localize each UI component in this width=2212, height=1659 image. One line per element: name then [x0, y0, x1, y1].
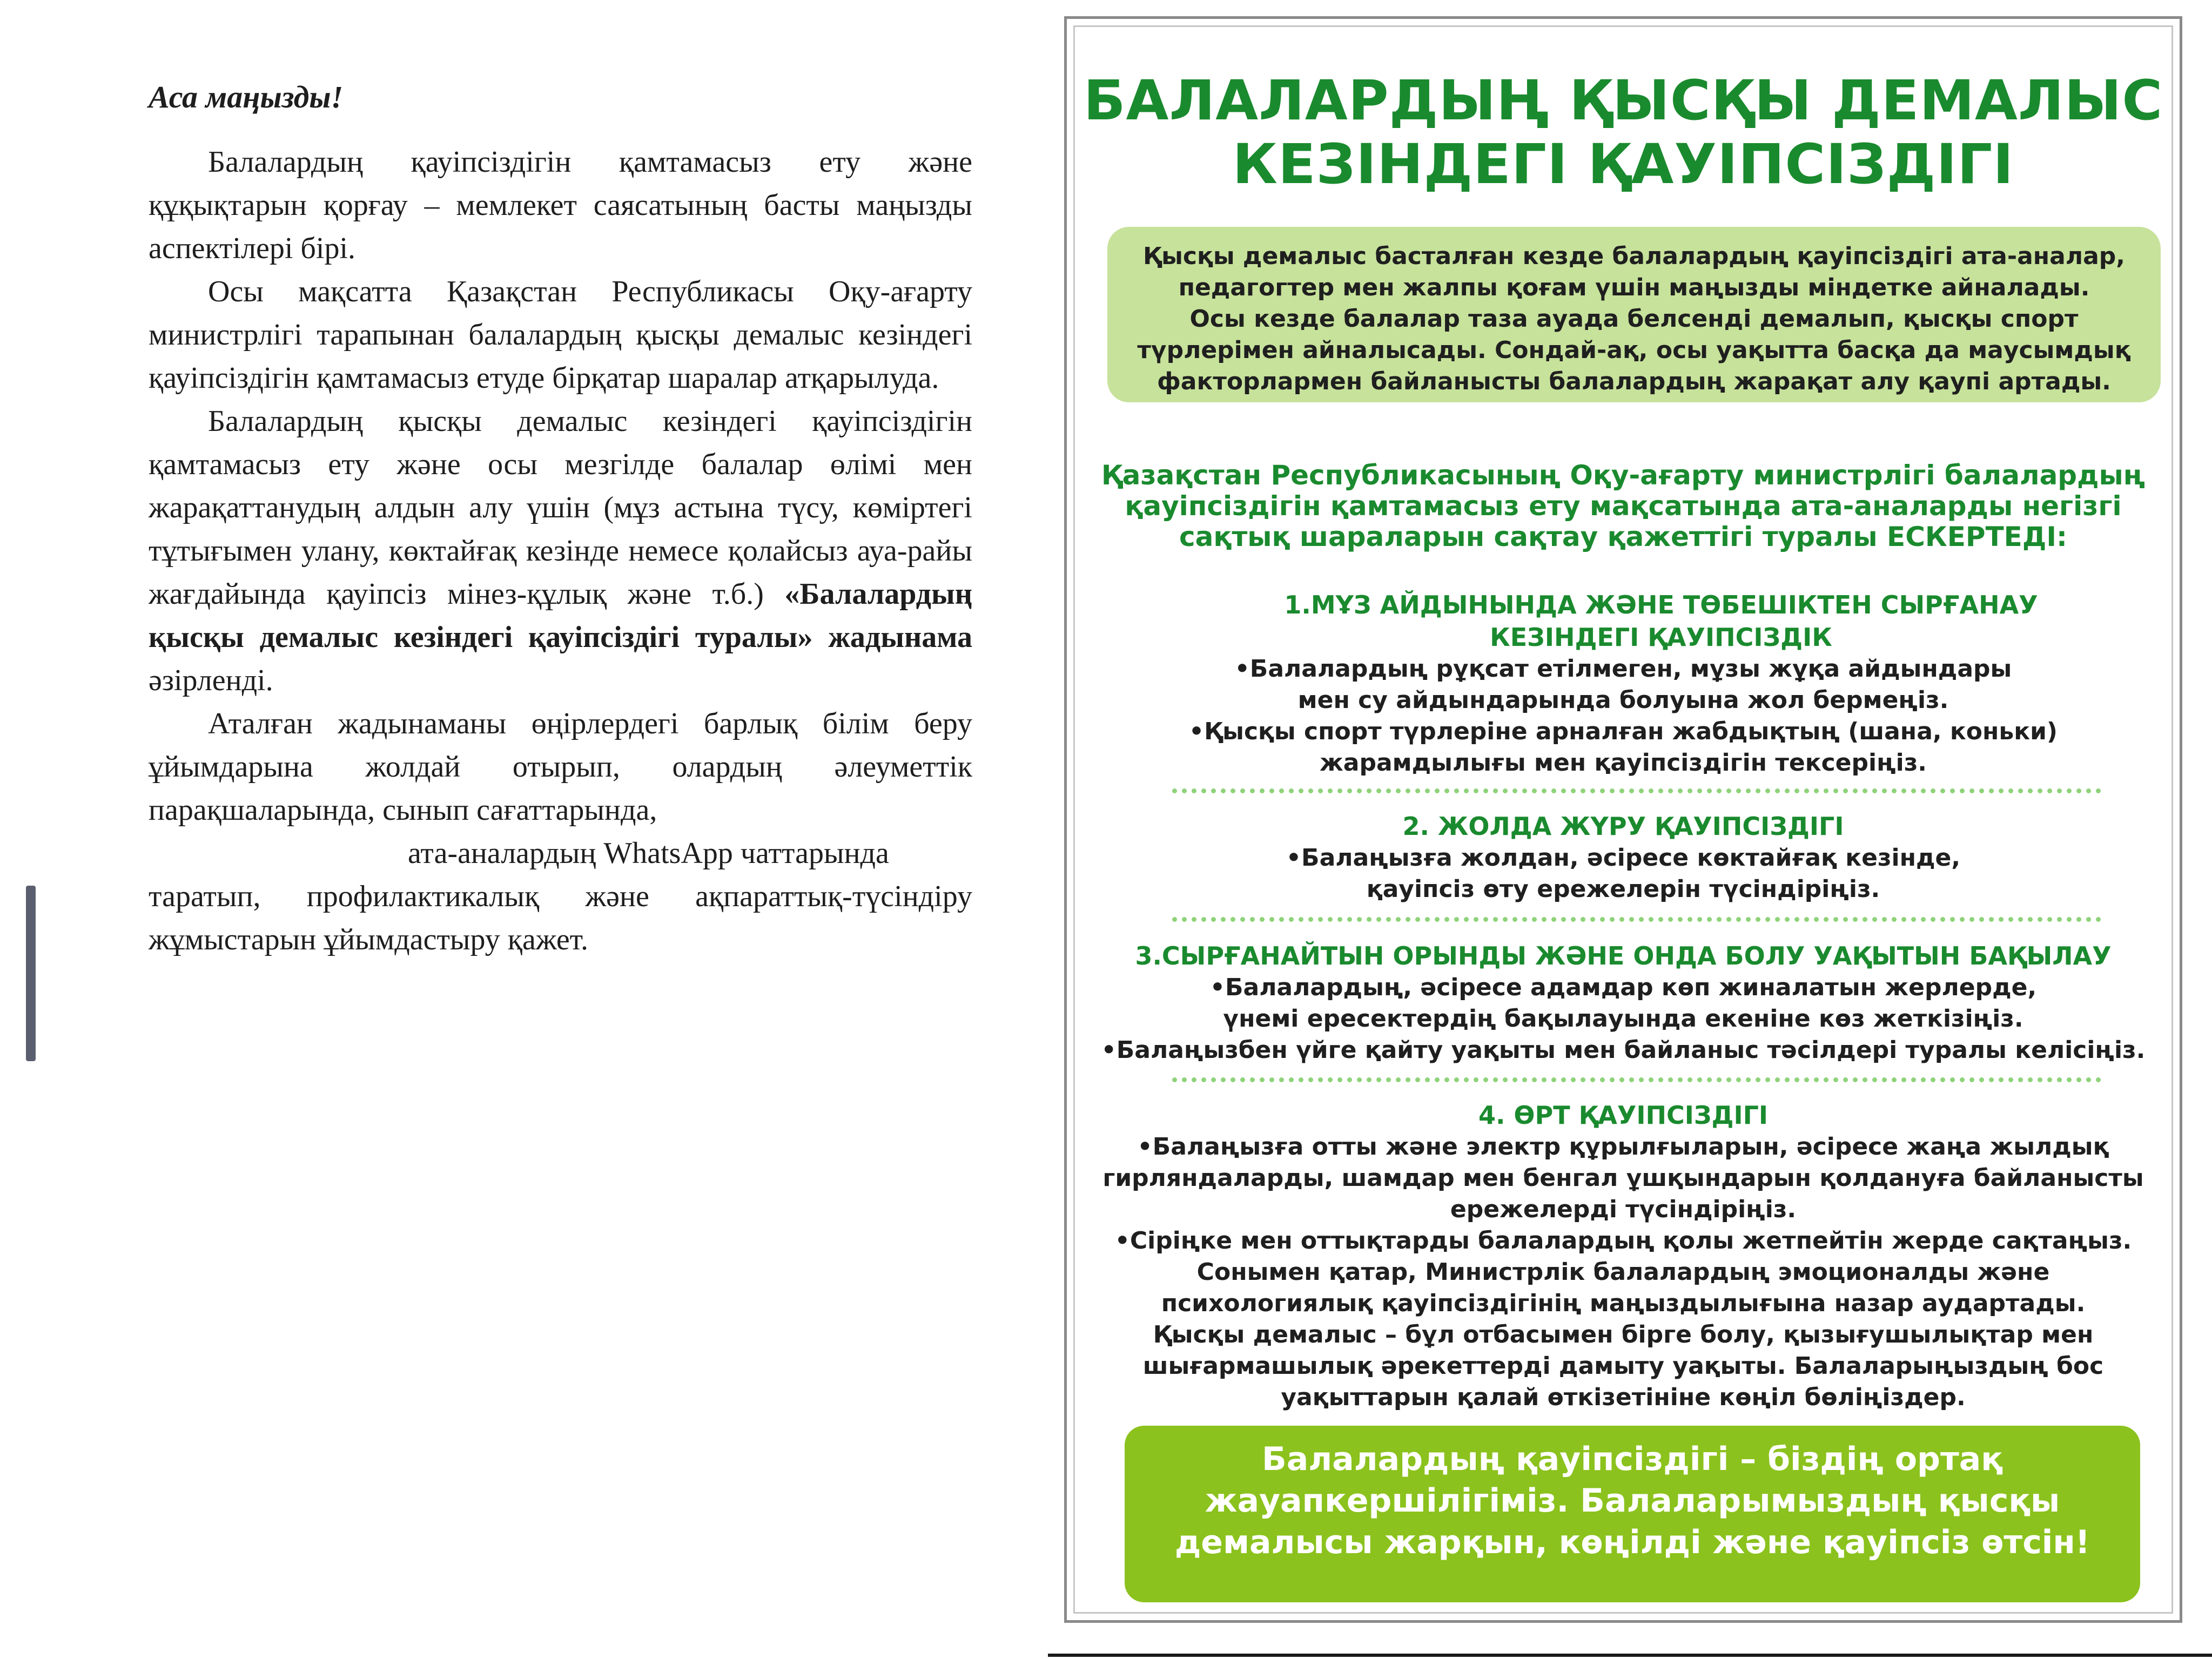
- ministry-line: Қазақстан Республикасының Оқу-ағарту министрлігі балалардың: [1101, 460, 2146, 491]
- section-1-title-line: КЕЗІНДЕГІ ҚАУІПСІЗДІК: [1490, 623, 1832, 652]
- section-2-body-line: •Балаңызға жолдан, әсіресе көктайғақ кезінде,: [1286, 844, 1961, 872]
- paragraph-1: Балалардың қауіпсіздігін қамтамасыз ету және құқықтарын қорғау – мемлекет саясатының басты маңызды аспектілері бірі.: [149, 145, 972, 265]
- paragraph-3: [149, 400, 972, 702]
- section-4-body-line: •Сіріңке мен оттықтарды балалардың қолы жетпейтін жерде сақтаңыз.: [1114, 1227, 2132, 1255]
- section-3-body-line: •Балаңызбен үйге қайту уақыты мен байланыс тәсілдері туралы келісіңіз.: [1101, 1036, 2146, 1064]
- closing-box: [1125, 1426, 2140, 1602]
- memo-title-bold: «Балалардың қысқы демалыс кезіндегі қауіпсіздігі туралы» жадынама: [149, 577, 972, 654]
- paragraph-3-start: Балалардың қысқы демалыс кезіндегі қауіпсіздігін қамтамасыз ету және осы мезгілде балалар өлімі мен жарақаттанудың алдын алу үшін (мұз астына түсу, көміртегі тұтығымен улану, көктайғақ кезінде немесе қолайсыз ауа-райы жағдайында қауіпсіз мінез-құлық және т.б.): [149, 404, 972, 611]
- poster-title-line-1: БАЛАЛАРДЫҢ ҚЫСҚЫ ДЕМАЛЫС: [1083, 69, 2163, 133]
- section-1-body-line: •Балалардың рұқсат етілмеген, мұзы жұқа айдындары: [1234, 655, 2012, 683]
- paragraph-4a: Аталған жадынаманы өңірлердегі барлық білім беру ұйымдарына жолдай отырып, олардың әлеуметтік парақшаларында, сынып сағаттарында,: [149, 707, 972, 827]
- left-heading: Аса маңызды!: [149, 79, 344, 114]
- closing-line: демалысы жарқын, көңілді және қауіпсіз өтсін!: [1174, 1523, 2090, 1561]
- intro-line: факторлармен байланысты балалардың жарақат алу қаупі артады.: [1157, 368, 2111, 395]
- section-4-body-line: Сонымен қатар, Министрлік балалардың эмоционалды және: [1196, 1258, 2050, 1286]
- closing-line: жауапкершілігіміз. Балаларымыздың қысқы: [1205, 1482, 2060, 1520]
- section-4-body-line: гирляндаларды, шамдар мен бенгал ұшқындарын қолдануға байланысты: [1102, 1164, 2144, 1192]
- section-3-body-line: үнемі ересектердің бақылауында екеніне көз жеткізіңіз.: [1223, 1005, 2023, 1033]
- closing-line: Балалардың қауіпсіздігі – біздің ортақ: [1261, 1440, 2003, 1478]
- intro-line: түрлерімен айналысады. Сондай-ақ, осы уақытта басқа да маусымдық: [1137, 336, 2131, 364]
- section-2-body-line: қауіпсіз өту ережелерін түсіндіріңіз.: [1366, 875, 1880, 903]
- bottom-rule: [1048, 1654, 2212, 1657]
- section-1-body-line: жарамдылығы мен қауіпсіздігін тексеріңіз.: [1320, 749, 1927, 777]
- ministry-line: сақтық шараларын сақтау қажеттігі туралы ЕСКЕРТЕДІ:: [1179, 521, 2067, 552]
- section-3-body-line: •Балалардың, әсіресе адамдар көп жиналатын жерлерде,: [1209, 974, 2037, 1001]
- paragraph-4b: ата-аналардың WhatsApp чаттарында: [408, 837, 889, 870]
- intro-line: Осы кезде балалар таза ауада белсенді демалып, қысқы спорт: [1189, 305, 2079, 333]
- section-4-title-line: 4. ӨРТ ҚАУІПСІЗДІГІ: [1478, 1101, 1769, 1130]
- dotted-divider: [1172, 1077, 2101, 1082]
- section-ice-sledding: [1075, 589, 2171, 779]
- section-3-title-line: 3.СЫРҒАНАЙТЫН ОРЫНДЫ ЖӘНЕ ОНДА БОЛУ УАҚЫТЫН БАҚЫЛАУ: [1135, 941, 2112, 970]
- intro-line: Қысқы демалыс басталған кезде балалардың қауіпсіздігі ата-аналар,: [1142, 242, 2125, 270]
- poster-title: [1075, 69, 2171, 197]
- paragraph-2: Осы мақсатта Қазақстан Республикасы Оқу-ағарту министрлігі тарапынан балалардың қысқы демалыс кезіндегі қауіпсіздігін қамтамасыз етуде бірқатар шаралар атқарылуда.: [149, 275, 972, 395]
- paragraph-3-end: әзірленді.: [149, 664, 273, 697]
- section-fire-safety: [1075, 1099, 2171, 1413]
- section-1-title-line: 1.МҰЗ АЙДЫНЫНДА ЖӘНЕ ТӨБЕШІКТЕН СЫРҒАНАУ: [1284, 590, 2038, 619]
- intro-line: педагогтер мен жалпы қоғам үшін маңызды міндетке айналады.: [1178, 274, 2090, 301]
- intro-box: [1107, 227, 2161, 402]
- page-edge-mark: [26, 886, 36, 1061]
- section-4-body-line: шығармашылық әрекеттерді дамыту уақыты. Балаларыңыздың бос: [1142, 1352, 2104, 1380]
- left-page-text: [149, 76, 972, 961]
- section-1-body-line: •Қысқы спорт түрлеріне арналған жабдықтың (шана, коньки): [1188, 718, 2058, 745]
- paragraph-4c: таратып, профилактикалық және ақпараттық-түсіндіру жұмыстарын ұйымдастыру қажет.: [149, 880, 972, 956]
- section-4-body-line: уақыттарын қалай өткізетініне көңіл бөліңіздер.: [1281, 1384, 1966, 1411]
- section-sledding-supervision: [1075, 940, 2171, 1066]
- section-road-safety: [1075, 810, 2171, 905]
- section-4-body-line: психологиялық қауіпсіздігінің маңыздылығына назар аудартады.: [1161, 1290, 2086, 1317]
- section-4-body-line: ережелерді түсіндіріңіз.: [1450, 1196, 1797, 1223]
- ministry-warning: [1075, 460, 2171, 552]
- dotted-divider: [1172, 788, 2101, 793]
- section-4-body-line: Қысқы демалыс – бұл отбасымен бірге болу, қызығушылықтар мен: [1153, 1321, 2094, 1348]
- poster-title-line-2: КЕЗІНДЕГІ ҚАУІПСІЗДІГІ: [1232, 132, 2014, 197]
- section-1-body-line: мен су айдындарында болуына жол бермеңіз.: [1297, 686, 1949, 714]
- ministry-line: қауіпсіздігін қамтамасыз ету мақсатында ата-аналарды негізгі: [1125, 490, 2122, 522]
- section-4-body-line: •Балаңызға отты және электр құрылғыларын, әсіресе жаңа жылдық: [1137, 1133, 2109, 1161]
- section-2-title-line: 2. ЖОЛДА ЖҮРУ ҚАУІПСІЗДІГІ: [1402, 812, 1844, 841]
- dotted-divider: [1172, 917, 2101, 922]
- safety-poster: [1064, 16, 2182, 1623]
- poster-inner-frame: [1073, 25, 2173, 1614]
